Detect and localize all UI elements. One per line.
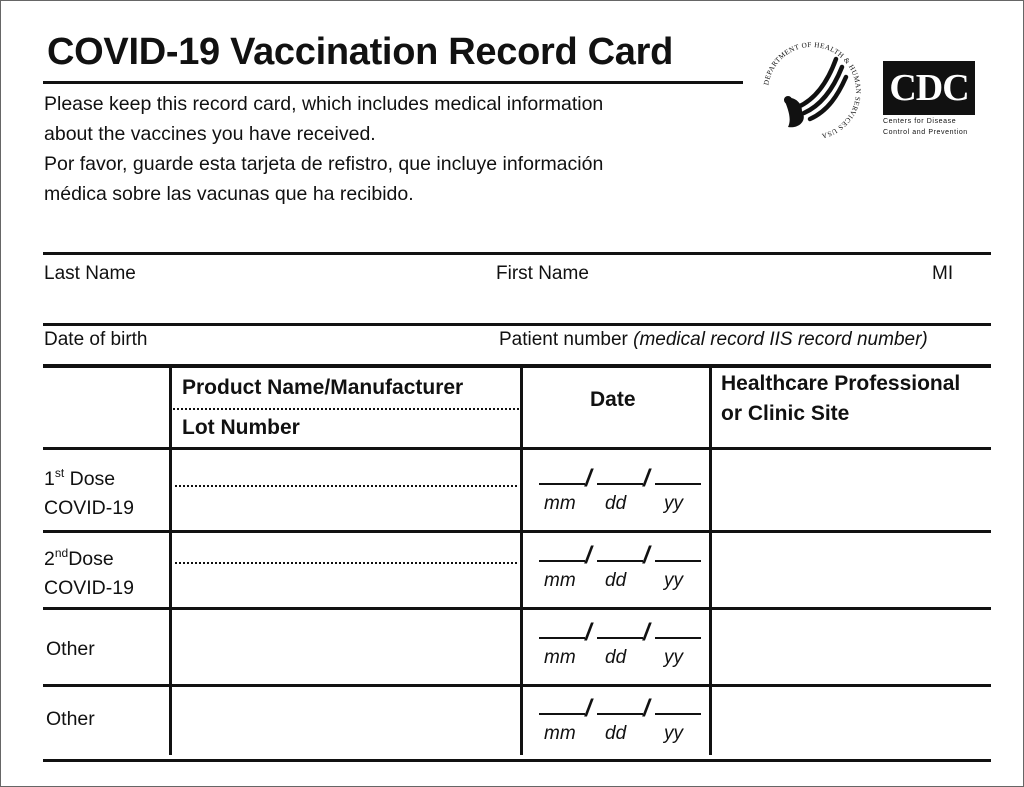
date-unit-mm: mm xyxy=(544,493,576,514)
cdc-logo xyxy=(883,61,975,138)
date-sep: / xyxy=(585,695,592,722)
row-2-date-field[interactable] xyxy=(537,544,717,604)
date-unit-dd: dd xyxy=(605,647,627,668)
row-2-ordinal-suffix: nd xyxy=(54,546,69,560)
row-2-product-line[interactable] xyxy=(175,562,517,564)
col-site-header-line-2: or Clinic Site xyxy=(721,402,850,425)
cdc-logo-text: CDC xyxy=(883,61,975,115)
date-unit-yy: yy xyxy=(664,647,683,668)
mi-label: MI xyxy=(932,263,954,284)
hhs-eagle-icon xyxy=(758,37,866,145)
first-name-label: First Name xyxy=(496,263,589,284)
intro-line-4: médica sobre las vacunas que ha recibido. xyxy=(44,183,414,205)
col-date-header: Date xyxy=(590,388,636,411)
patient-number-label xyxy=(499,330,928,349)
row-1-date-field[interactable] xyxy=(537,467,717,527)
svg-text:DEPARTMENT OF HEALTH & HUMAN S xyxy=(762,41,862,140)
row-4-label: Other xyxy=(46,708,95,730)
row-1-dose-word: Dose xyxy=(64,468,116,490)
title-underline xyxy=(43,81,743,84)
dob-label: Date of birth xyxy=(44,329,148,350)
row-1-ordinal: 1 xyxy=(44,468,55,490)
date-unit-dd: dd xyxy=(605,723,627,744)
cdc-subtitle-line-1: Centers for Disease xyxy=(883,118,957,125)
rule-patient-top xyxy=(43,252,991,255)
date-sep: / xyxy=(643,619,650,646)
table-row-rule-1 xyxy=(43,530,991,533)
date-unit-yy: yy xyxy=(664,570,683,591)
intro-line-3: Por favor, guarde esta tarjeta de refistro, que incluye información xyxy=(44,153,604,175)
intro-line-1: Please keep this record card, which includes medical information xyxy=(44,93,604,115)
date-sep: / xyxy=(643,695,650,722)
table-bottom-rule xyxy=(43,759,991,762)
row-1-vaccine-label: COVID-19 xyxy=(44,497,134,519)
date-sep: / xyxy=(585,619,592,646)
date-unit-dd: dd xyxy=(605,570,627,591)
date-sep: / xyxy=(643,465,650,492)
table-top-rule xyxy=(43,364,991,368)
row-2-ordinal: 2 xyxy=(44,548,55,570)
table-row-rule-2 xyxy=(43,607,991,610)
table-divider-date xyxy=(520,366,523,755)
table-row-rule-3 xyxy=(43,684,991,687)
date-sep: / xyxy=(643,542,650,569)
row-1-ordinal-suffix: st xyxy=(54,466,65,480)
table-divider-product xyxy=(169,366,172,755)
cdc-subtitle-line-2: Control and Prevention xyxy=(883,129,968,137)
card-title: COVID-19 Vaccination Record Card xyxy=(47,31,674,73)
row-1-product-line[interactable] xyxy=(175,485,517,487)
date-sep: / xyxy=(585,542,592,569)
date-unit-mm: mm xyxy=(544,647,576,668)
intro-line-2: about the vaccines you have received. xyxy=(44,123,376,145)
date-sep: / xyxy=(585,465,592,492)
row-3-date-field[interactable] xyxy=(537,621,717,681)
row-1-dose-label xyxy=(44,467,115,490)
hhs-ring-text: DEPARTMENT OF HEALTH & HUMAN SERVICES USA xyxy=(762,40,863,140)
patient-number-text: Patient number xyxy=(499,329,628,350)
col-site-header-line-1: Healthcare Professional xyxy=(721,372,961,395)
col-product-header: Product Name/Manufacturer xyxy=(182,376,464,399)
row-2-vaccine-label: COVID-19 xyxy=(44,577,134,599)
date-unit-dd: dd xyxy=(605,493,627,514)
row-2-dose-word: Dose xyxy=(68,548,114,570)
table-header-rule xyxy=(43,447,991,450)
patient-number-hint: (medical record IIS record number) xyxy=(633,329,928,350)
row-2-dose-label xyxy=(44,547,114,570)
rule-name-bottom xyxy=(43,323,991,326)
header-dotted-divider xyxy=(173,408,519,410)
last-name-label: Last Name xyxy=(44,263,136,284)
row-3-label: Other xyxy=(46,638,95,660)
date-unit-yy: yy xyxy=(664,493,683,514)
date-unit-yy: yy xyxy=(664,723,683,744)
row-4-date-field[interactable] xyxy=(537,697,717,757)
col-lot-header: Lot Number xyxy=(182,416,300,439)
date-unit-mm: mm xyxy=(544,570,576,591)
date-unit-mm: mm xyxy=(544,723,576,744)
